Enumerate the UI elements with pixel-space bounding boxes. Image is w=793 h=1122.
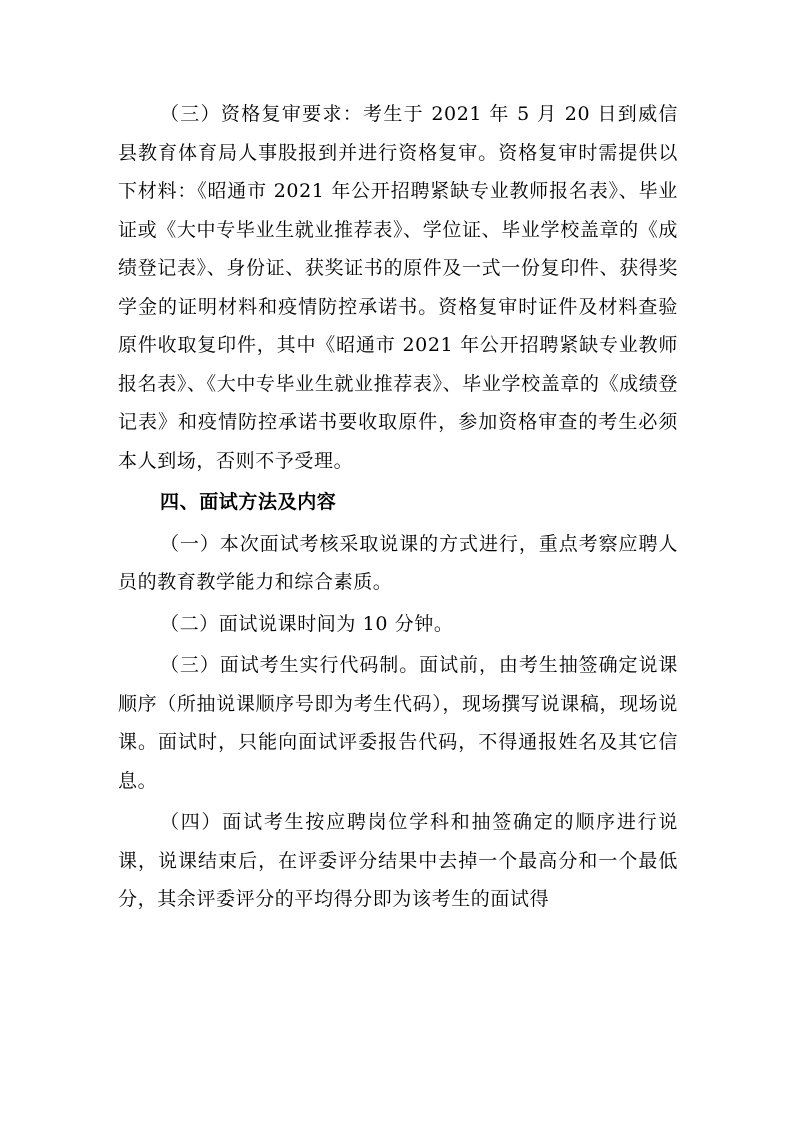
- paragraph-interview-scoring: （四）面试考生按应聘岗位学科和抽签确定的顺序进行说课，说课结束后，在评委评分结果中去掉一个最高分和一个最低分，其余评委评分的平均得分即为该考生的面试得: [118, 811, 678, 910]
- section-heading-interview: 四、面试方法及内容: [160, 491, 337, 513]
- paragraph-interview-method: （一）本次面试考核采取说课的方式进行，重点考察应聘人员的教育教学能力和综合素质。: [118, 532, 678, 593]
- document-body: [118, 95, 678, 922]
- paragraph-interview-code-system: （三）面试考生实行代码制。面试前，由考生抽签确定说课顺序（所抽说课顺序号即为考生代码），现场撰写说课稿，现场说课。面试时，只能向面试评委报告代码，不得通报姓名及其它信息。: [118, 654, 678, 792]
- paragraph-interview-duration: （二）面试说课时间为 10 分钟。: [160, 612, 454, 635]
- paragraph-qualification-review: （三）资格复审要求：考生于 2021 年 5 月 20 日到威信县教育体育局人事股报到并进行资格复审。资格复审时需提供以下材料：《昭通市 2021 年公开招聘紧缺专业教师报名表》、毕业证或《大中专毕业生就业推荐表》、学位证、毕业学校盖章的《成绩登记表》、身份证、获奖证书的原件及一式一份复印件、获得奖学金的证明材料和疫情防控承诺书。资格复审时证件及材料查验原件收取复印件，其中《昭通市 2021 年公开招聘紧缺专业教师报名表》、《大中专毕业生就业推荐表》、毕业学校盖章的《成绩登记表》和疫情防控承诺书要收取原件，参加资格审查的考生必须本人到场，否则不予受理。: [118, 103, 678, 472]
